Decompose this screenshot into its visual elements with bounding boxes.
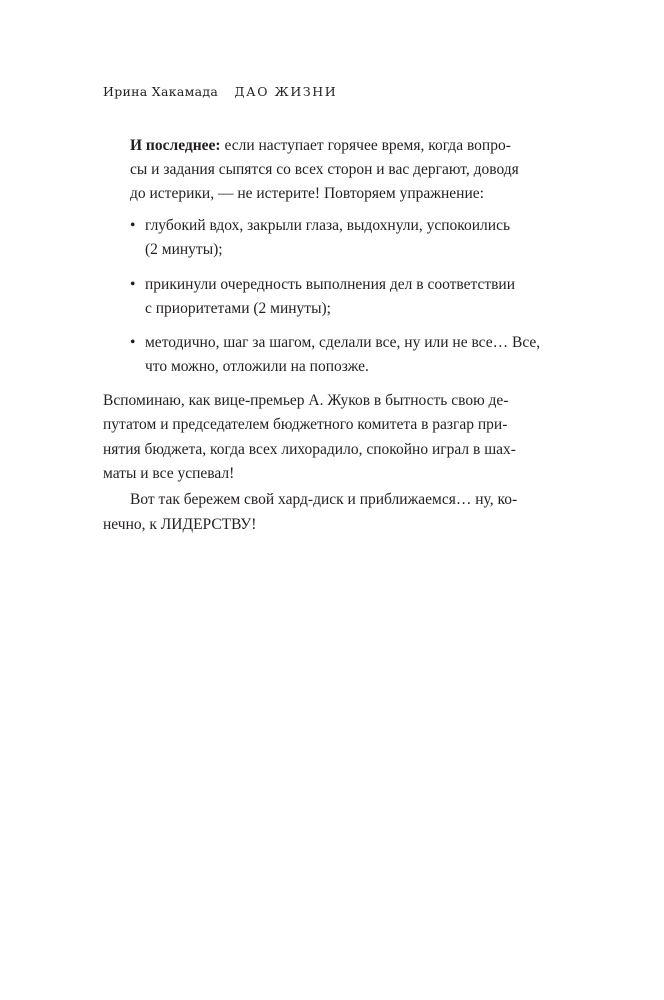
- bullet-1-line-1: глубокий вдох, закрыли глаза, выдохнули, успокоились: [145, 217, 511, 234]
- paragraph-2-line-3: нятия бюджета, когда всех лихорадило, спокойно играл в шах-: [103, 441, 516, 458]
- running-head: [103, 84, 337, 99]
- bullet-2-line-2: с приоритетами (2 минуты);: [145, 300, 331, 317]
- bullet-1-line-2: (2 минуты);: [145, 241, 223, 258]
- bullet-2-line-1: прикинули очередность выполнения дел в соответствии: [145, 276, 516, 293]
- bullet-marker: •: [130, 276, 136, 293]
- author-name: Ирина Хакамада: [103, 84, 219, 99]
- paragraph-1-line-3: до истерики, — не истерите! Повторяем упражнение:: [130, 185, 484, 202]
- bullet-3-line-1: методично, шаг за шагом, сделали все, ну или не все… Все,: [145, 334, 541, 351]
- paragraph-1-line-1: [130, 136, 511, 156]
- bullet-marker: •: [130, 217, 136, 234]
- paragraph-2-line-4: маты и все успевал!: [103, 465, 235, 482]
- book-title: ДАО ЖИЗНИ: [234, 84, 338, 99]
- paragraph-1-line-2: сы и задания сыпятся со всех сторон и вас дергают, доводя: [130, 161, 519, 178]
- line-text: если наступает горячее время, когда вопро-: [220, 137, 511, 154]
- paragraph-2-line-2: путатом и председателем бюджетного комитета в разгар при-: [103, 416, 508, 433]
- lead-bold-text: И последнее:: [130, 137, 221, 154]
- bullet-marker: •: [130, 334, 136, 351]
- bullet-3-line-2: что можно, отложили на попозже.: [145, 358, 369, 375]
- paragraph-3-line-2: нечно, к ЛИДЕРСТВУ!: [103, 516, 257, 533]
- paragraph-2-line-1: Вспоминаю, как вице-премьер А. Жуков в бытность свою де-: [103, 392, 509, 409]
- paragraph-3-line-1: Вот так бережем свой хард-диск и приближаемся… ну, ко-: [130, 491, 518, 508]
